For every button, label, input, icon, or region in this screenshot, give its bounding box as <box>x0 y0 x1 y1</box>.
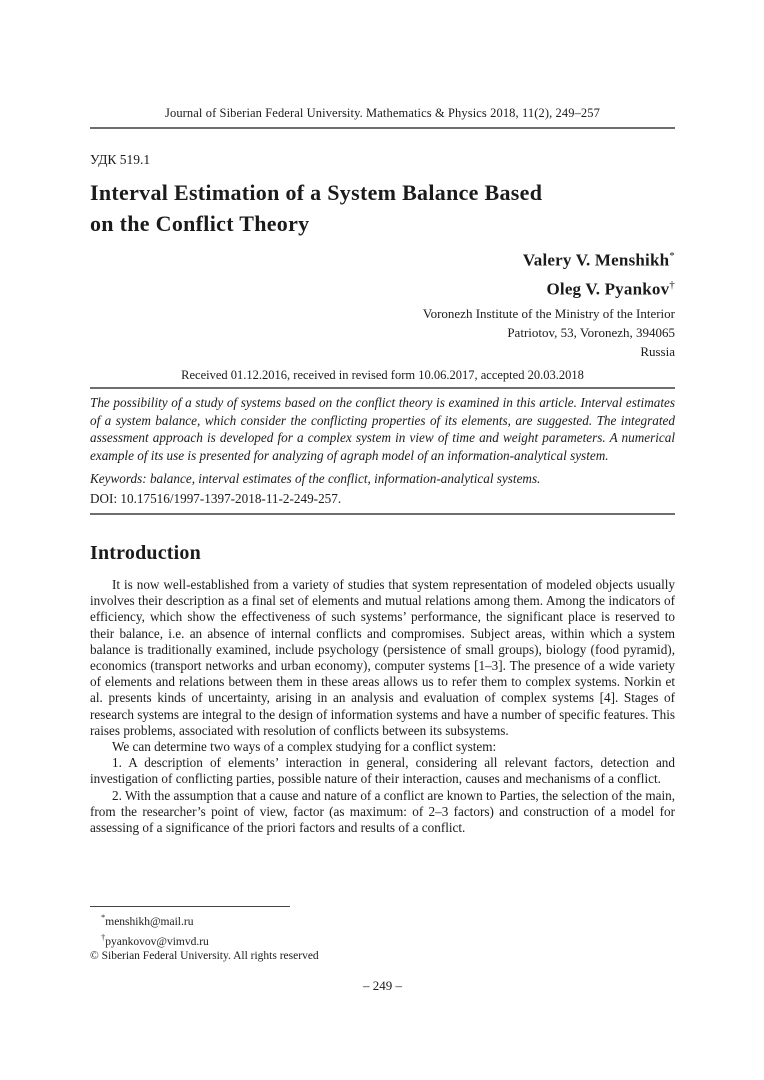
affiliation-line-country: Russia <box>640 344 675 360</box>
keywords-line: Keywords: balance, interval estimates of the conflict, information-analytical systems. <box>90 470 541 486</box>
footnote-email-text: menshikh@mail.ru <box>105 916 194 929</box>
footnote-pyankov-email <box>90 930 675 949</box>
page-content <box>90 0 675 836</box>
section-heading-introduction: Introduction <box>90 541 201 564</box>
title-line-1: Interval Estimation of a System Balance Based <box>90 180 543 205</box>
author-footnote-marker: † <box>669 278 675 291</box>
paragraph-1: It is now well-established from a variety of studies that system representation of modeled objects usually involves their description as a final set of elements and mutual relations among them. Among the indicators of efficiency, which show the effectiveness of such systems’ performance, the significant place is reserved to their balance, i.e. an absence of internal conflicts and compromises. Subject areas, within which a system balance is traditionally examined, include psychology (persistence of small groups), biology (food pyramid), economics (transport networks and urban economy), computer systems [1–3]. The presence of a wide variety of elements and relations between them in these areas allows us to refer them to complex systems. Norkin et al. presents kinds of uncertainty, arising in an analysis and evaluation of complex systems [4]. Stages of research systems are integral to the design of information systems and have a number of specific features. This raises problems, associated with resolution of conflicts between its subsystems. <box>90 576 675 738</box>
affiliation-line-address: Patriotov, 53, Voronezh, 394065 <box>507 325 675 341</box>
footnote-email-text: pyankovov@vimvd.ru <box>105 935 209 948</box>
abstract-bottom-rule <box>90 513 675 515</box>
affiliation-block <box>90 304 675 361</box>
title-line-2: on the Conflict Theory <box>90 211 310 236</box>
author-name-text: Valery V. Menshikh <box>522 250 670 270</box>
page-number: – 249 – <box>363 978 402 993</box>
author-footnote-marker: * <box>669 250 675 262</box>
footnotes-block <box>90 906 675 964</box>
paragraph-2: We can determine two ways of a complex studying for a conflict system: <box>112 738 497 754</box>
doi-line: DOI: 10.17516/1997-1397-2018-11-2-249-257. <box>90 490 342 506</box>
abstract-text: The possibility of a study of systems based on the conflict theory is examined in this article. Interval estimates of a system balance, which consider the conflicting properties of its elements, are suggested. The integrated assessment approach is developed for a complex system in view of time and weight parameters. A numerical example of its use is presented for analyzing of agraph model of an information-analytical system. <box>90 395 675 463</box>
abstract-top-rule <box>90 387 675 389</box>
udk-code: УДК 519.1 <box>90 152 151 167</box>
footnote-rule <box>90 906 290 907</box>
header-rule <box>90 127 675 129</box>
footnote-marker: * <box>101 912 106 923</box>
authors-block <box>90 244 675 301</box>
received-dates-note: Received 01.12.2016, received in revised form 10.06.2017, accepted 20.03.2018 <box>181 368 584 383</box>
article-title <box>90 177 675 239</box>
footnote-marker: † <box>101 931 106 942</box>
footnote-menshikh-email <box>90 910 675 929</box>
journal-header-text: Journal of Siberian Federal University. Mathematics & Physics 2018, 11(2), 249–257 <box>165 106 600 120</box>
paragraph-3: 1. A description of elements’ interaction in general, considering all relevant factors, detection and investigation of conflicting parties, possible nature of their interaction, causes and mechanisms of a conflict. <box>90 755 675 787</box>
author-name-menshikh <box>90 244 675 273</box>
author-name-pyankov <box>90 273 675 302</box>
copyright-note: © Siberian Federal University. All rights reserved <box>90 950 319 962</box>
paragraph-4: 2. With the assumption that a cause and nature of a conflict are known to Parties, the selection of the main, from the researcher’s point of view, factor (as maximum: of 2–3 factors) and construction of a model for assessing of a significance of the priori factors and results of a conflict. <box>90 787 675 835</box>
author-name-text: Oleg V. Pyankov <box>546 279 670 299</box>
affiliation-line-institute: Voronezh Institute of the Ministry of the Interior <box>422 306 675 322</box>
